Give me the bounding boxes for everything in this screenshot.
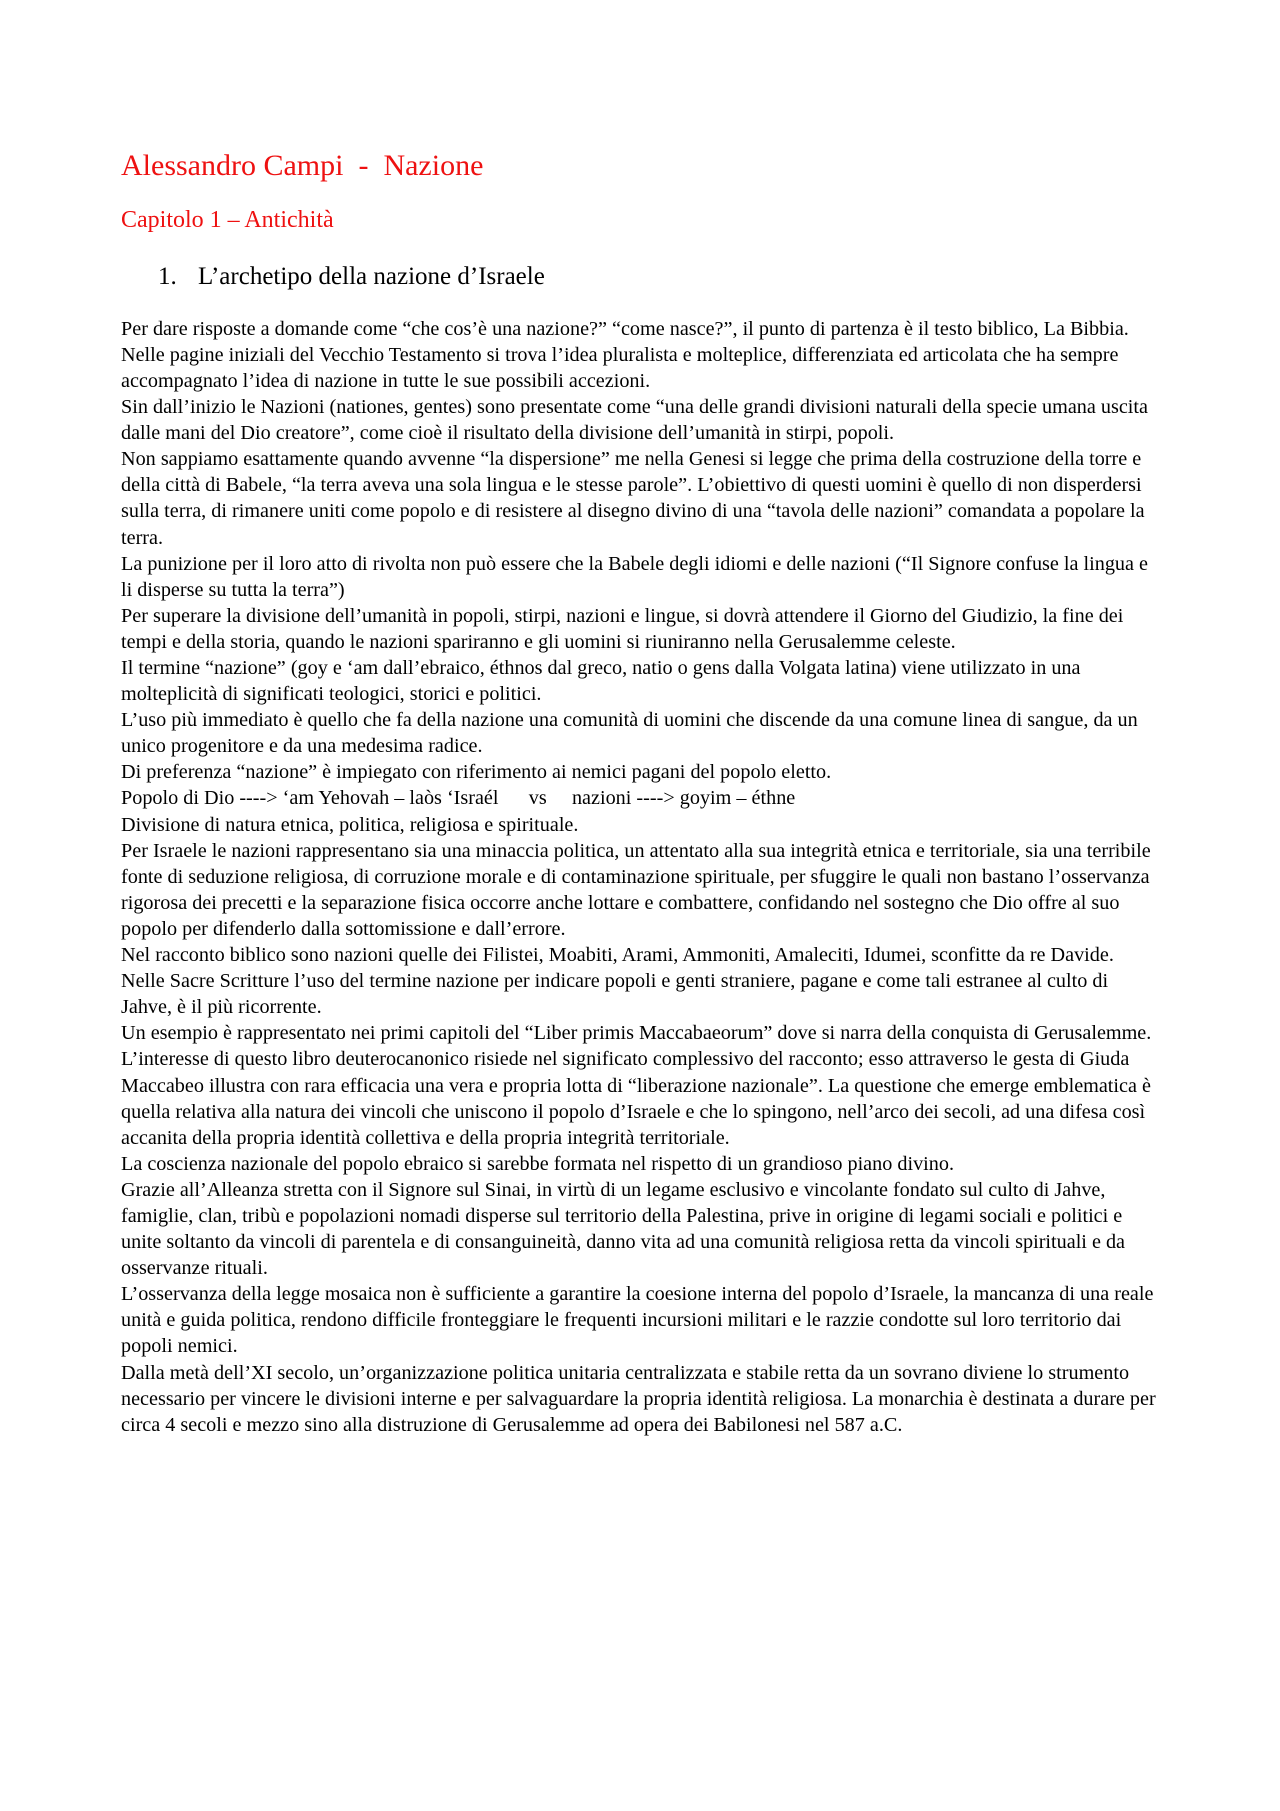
paragraph: La coscienza nazionale del popolo ebraico si sarebbe formata nel rispetto di un grandioso piano divino. <box>121 1152 955 1175</box>
paragraph: Nel racconto biblico sono nazioni quelle dei Filistei, Moabiti, Arami, Ammoniti, Amaleciti, Idumei, sconfitte da re Davide. <box>121 944 1114 967</box>
paragraph: Grazie all’Alleanza stretta con il Signore sul Sinai, in virtù di un legame esclusivo e vincolante fondato sul culto di Jahve, famiglie, clan, tribù e popolazioni nomadi disperse sul territorio della Palestina, prive in origine di legami sociali e politici e unite soltanto da vincoli di parentela e di consanguineità, danno vita ad una comunità religiosa retta da vincoli spirituali e da osservanze rituali. <box>121 1178 1126 1280</box>
paragraph: Nelle Sacre Scritture l’uso del termine nazione per indicare popoli e genti straniere, pagane e come tali estranee al culto di Jahve, è il più ricorrente. <box>121 970 1109 1019</box>
paragraph: L’osservanza della legge mosaica non è sufficiente a garantire la coesione interna del popolo d’Israele, la mancanza di una reale unità e guida politica, rendono difficile fronteggiare le frequenti incursioni militari e le razzie condotte sul loro territorio dai popoli nemici. <box>121 1283 1154 1358</box>
paragraph: Divisione di natura etnica, politica, religiosa e spirituale. <box>121 813 579 836</box>
chapter-title: Capitolo 1 – Antichità <box>121 207 334 233</box>
body-text <box>121 316 1161 1438</box>
paragraph: Per superare la divisione dell’umanità in popoli, stirpi, nazioni e lingue, si dovrà attendere il Giorno del Giudizio, la fine dei tempi e della storia, quando le nazioni spariranno e gli uomini si riuniranno nella Gerusalemme celeste. <box>121 604 1124 653</box>
paragraph: Di preferenza “nazione” è impiegato con riferimento ai nemici pagani del popolo eletto. <box>121 761 832 784</box>
paragraph: Il termine “nazione” (goy e ‘am dall’ebraico, éthnos dal greco, natio o gens dalla Volgata latina) viene utilizzato in una molteplicità di significati teologici, storici e politici. <box>121 657 1081 706</box>
paragraph: Non sappiamo esattamente quando avvenne “la dispersione” me nella Genesi si legge che prima della costruzione della torre e della città di Babele, “la terra aveva una sola lingua e le stesse parole”. L’obiettivo di questi uomini è quello di non disperdersi sulla terra, di rimanere uniti come popolo e di resistere al disegno divino di una “tavola delle nazioni” comandata a popolare la terra. <box>121 448 1145 549</box>
document-page <box>121 148 1161 1438</box>
paragraph: Dalla metà dell’XI secolo, un’organizzazione politica unitaria centralizzata e stabile retta da un sovrano diviene lo strumento necessario per vincere le divisioni interne e per salvaguardare la propria identità religiosa. La monarchia è destinata a durare per circa 4 secoli e mezzo sino alla distruzione di Gerusalemme ad opera dei Babilonesi nel 587 a.C. <box>121 1361 1156 1436</box>
section-heading <box>158 262 1161 292</box>
document-title: Alessandro Campi - Nazione <box>121 149 484 182</box>
section-number: 1. <box>158 262 177 290</box>
paragraph: Popolo di Dio ----> ‘am Yehovah – laòs ‘Israél vs nazioni ----> goyim – éthne <box>121 787 796 810</box>
paragraph: La punizione per il loro atto di rivolta non può essere che la Babele degli idiomi e delle nazioni (“Il Signore confuse la lingua e li disperse su tutta la terra”) <box>121 552 1148 601</box>
paragraph: Nelle pagine iniziali del Vecchio Testamento si trova l’idea pluralista e molteplice, differenziata ed articolata che ha sempre accompagnato l’idea di nazione in tutte le sue possibili accezioni. <box>121 343 1119 392</box>
section-title: L’archetipo della nazione d’Israele <box>198 262 545 290</box>
paragraph: Sin dall’inizio le Nazioni (nationes, gentes) sono presentate come “una delle grandi divisioni naturali della specie umana uscita dalle mani del Dio creatore”, come cioè il risultato della divisione dell’umanità in stirpi, popoli. <box>121 396 1148 445</box>
paragraph: Un esempio è rappresentato nei primi capitoli del “Liber primis Maccabaeorum” dove si narra della conquista di Gerusalemme. <box>121 1022 1152 1045</box>
paragraph: L’uso più immediato è quello che fa della nazione una comunità di uomini che discende da una comune linea di sangue, da un unico progenitore e da una medesima radice. <box>121 709 1138 758</box>
paragraph: L’interesse di questo libro deuterocanonico risiede nel significato complessivo del racconto; esso attraverso le gesta di Giuda Maccabeo illustra con rara efficacia una vera e propria lotta di “liberazione nazionale”. La questione che emerge emblematica è quella relativa alla natura dei vincoli che uniscono il popolo d’Israele e che lo spingono, nell’arco dei secoli, ad una difesa così accanita della propria identità collettiva e della propria integrità territoriale. <box>121 1048 1151 1149</box>
paragraph: Per dare risposte a domande come “che cos’è una nazione?” “come nasce?”, il punto di partenza è il testo biblico, La Bibbia. <box>121 317 1129 340</box>
paragraph: Per Israele le nazioni rappresentano sia una minaccia politica, un attentato alla sua integrità etnica e territoriale, sia una terribile fonte di seduzione religiosa, di corruzione morale e di contaminazione spirituale, per sfuggire le quali non bastano l’osservanza rigorosa dei precetti e la separazione fisica occorre anche lottare e combattere, confidando nel sostegno che Dio offre al suo popolo per difenderlo dalla sottomissione e dall’errore. <box>121 839 1151 940</box>
